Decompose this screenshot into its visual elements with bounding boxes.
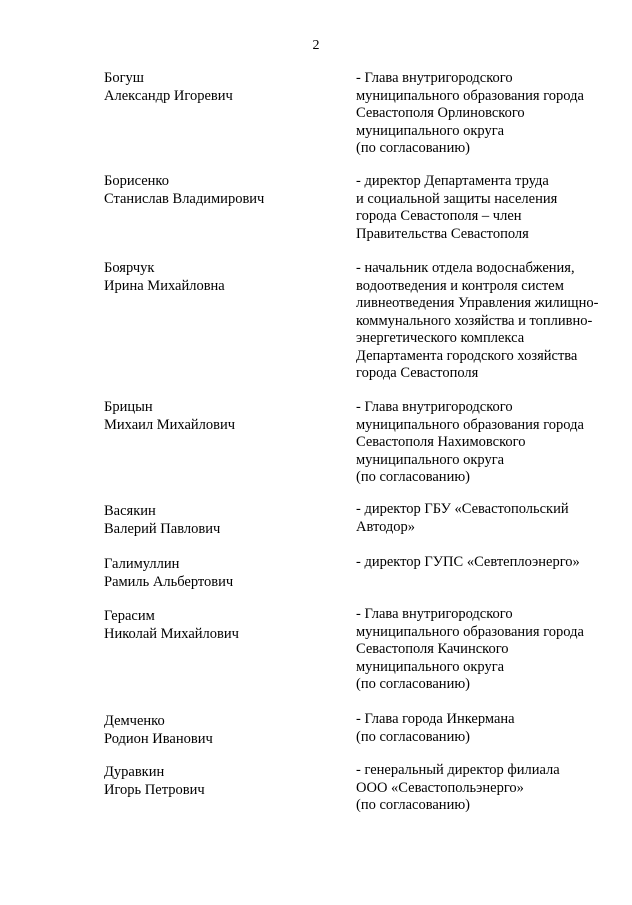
role-line: и социальной защиты населения (356, 190, 558, 207)
role-line: коммунального хозяйства и топливно- (356, 312, 593, 329)
role-line: - Глава города Инкермана (356, 711, 515, 727)
role-line: муниципального округа (356, 122, 505, 139)
role-line: - начальник отдела водоснабжения, (356, 260, 575, 276)
member-role (356, 554, 626, 572)
role-line: (по согласованию) (356, 797, 470, 813)
role-line: - Глава внутригородского (356, 606, 513, 622)
member-role (356, 762, 626, 815)
role-line: Севастополя Качинского (356, 641, 509, 657)
role-line: ООО «Севастопольэнерго» (356, 779, 524, 796)
role-line: города Севастополя (356, 365, 479, 381)
member-given-names: Ирина Михайловна (104, 277, 225, 294)
member-surname: Богуш (104, 70, 144, 86)
role-line: ливнеотведения Управления жилищно- (356, 295, 599, 311)
member-role (356, 606, 626, 694)
member-surname: Борисенко (104, 173, 169, 189)
member-given-names: Родион Иванович (104, 730, 213, 747)
member-role (356, 501, 626, 536)
member-role (356, 399, 626, 487)
role-line: города Севастополя – член (356, 208, 522, 224)
role-line: (по согласованию) (356, 140, 470, 156)
role-line: (по согласованию) (356, 676, 470, 692)
member-surname: Брицын (104, 399, 153, 415)
role-line: (по согласованию) (356, 728, 470, 745)
role-line: муниципального округа (356, 658, 505, 675)
member-name (104, 608, 334, 643)
member-surname: Герасим (104, 608, 155, 624)
member-role (356, 260, 626, 383)
member-surname: Боярчук (104, 260, 155, 276)
role-line: муниципального округа (356, 451, 505, 468)
role-line: водоотведения и контроля систем (356, 277, 564, 294)
member-name (104, 70, 334, 105)
member-given-names: Игорь Петрович (104, 781, 205, 798)
member-name (104, 556, 334, 591)
member-given-names: Валерий Павлович (104, 520, 221, 537)
member-role (356, 711, 626, 746)
member-given-names: Михаил Михайлович (104, 416, 236, 433)
member-role (356, 70, 626, 158)
member-name (104, 399, 334, 434)
role-line: - директор ГБУ «Севастопольский (356, 501, 569, 517)
role-line: Правительства Севастополя (356, 225, 529, 242)
role-line: - Глава внутригородского (356, 399, 513, 415)
member-name (104, 260, 334, 295)
role-line: - директор ГУПС «Севтеплоэнерго» (356, 554, 580, 570)
role-line: Автодор» (356, 518, 416, 535)
member-surname: Васякин (104, 503, 156, 519)
role-line: энергетического комплекса (356, 330, 525, 346)
role-line: Севастополя Орлиновского (356, 105, 525, 121)
member-surname: Галимуллин (104, 556, 180, 572)
member-role (356, 173, 626, 243)
member-surname: Демченко (104, 713, 165, 729)
role-line: муниципального образования города (356, 87, 584, 104)
role-line: - генеральный директор филиала (356, 762, 560, 778)
member-surname: Дуравкин (104, 764, 165, 780)
member-given-names: Рамиль Альбертович (104, 573, 234, 590)
member-given-names: Николай Михайлович (104, 625, 239, 642)
member-given-names: Станислав Владимирович (104, 190, 265, 207)
role-line: - Глава внутригородского (356, 70, 513, 86)
role-line: муниципального образования города (356, 623, 584, 640)
member-name (104, 713, 334, 748)
role-line: (по согласованию) (356, 469, 470, 485)
member-given-names: Александр Игоревич (104, 87, 233, 104)
page-number: 2 (312, 38, 320, 53)
role-line: Департамента городского хозяйства (356, 347, 578, 364)
member-name (104, 173, 334, 208)
role-line: - директор Департамента труда (356, 173, 549, 189)
member-name (104, 503, 334, 538)
member-name (104, 764, 334, 799)
role-line: Севастополя Нахимовского (356, 434, 526, 450)
role-line: муниципального образования города (356, 416, 584, 433)
